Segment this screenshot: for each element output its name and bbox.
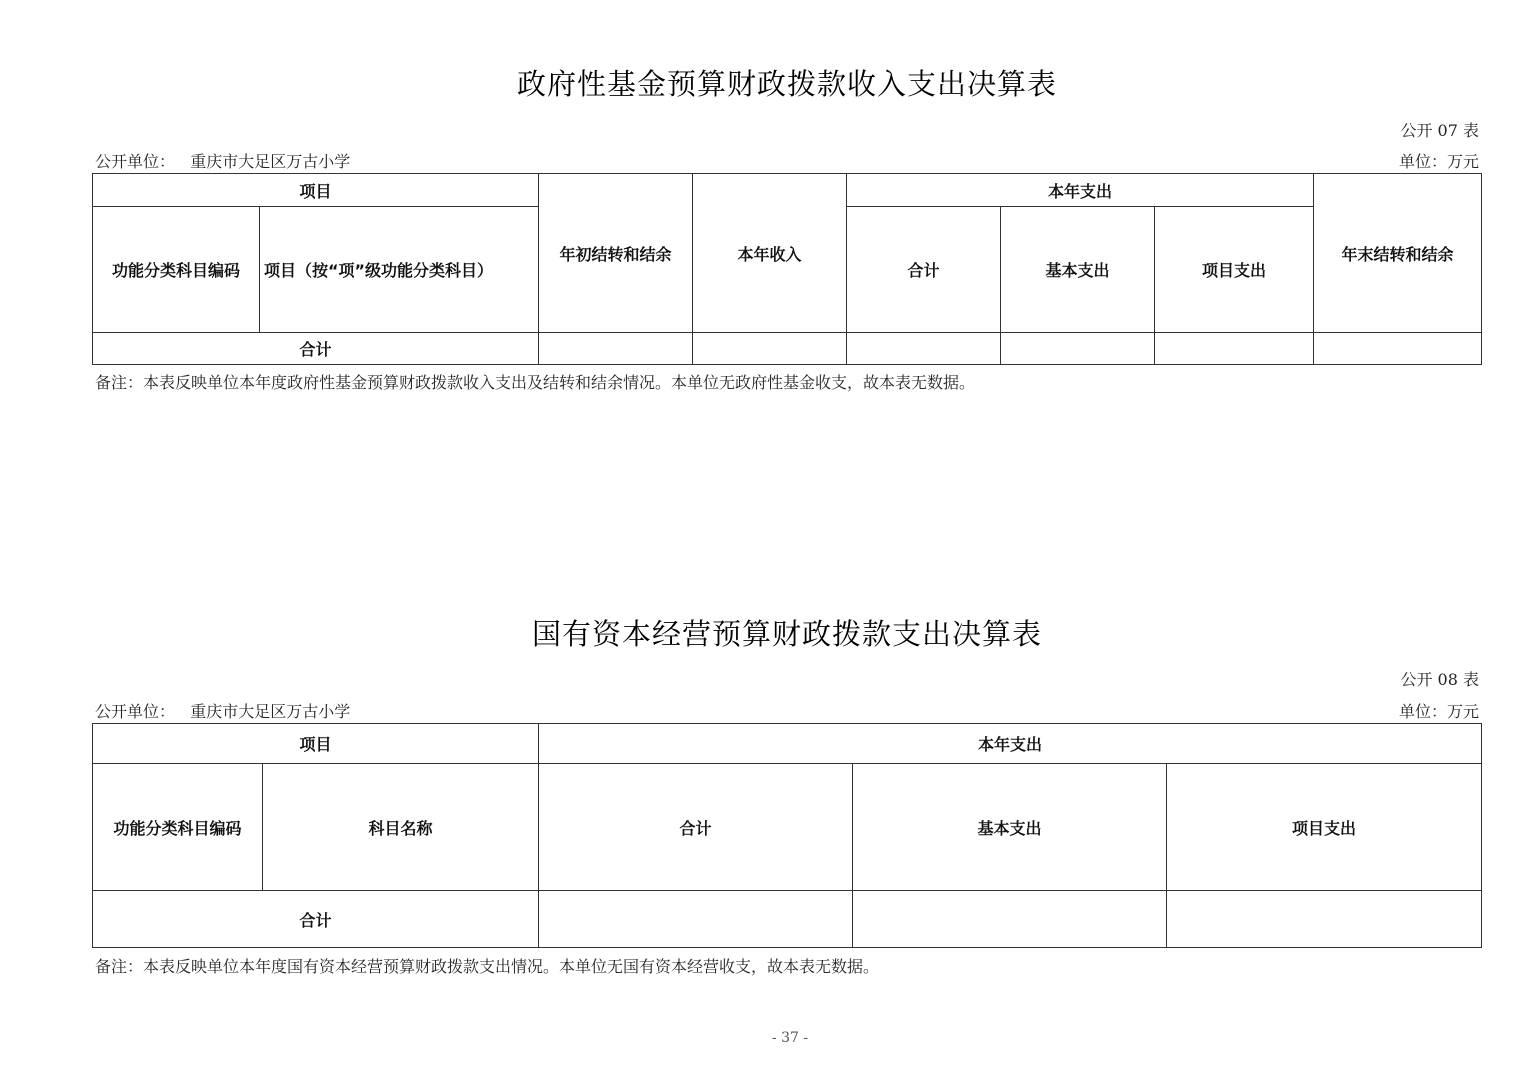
table1-title: 政府性基金预算财政拨款收入支出决算表: [516, 67, 1057, 101]
t2-total-total: [539, 891, 853, 948]
table2-unit: [95, 699, 350, 722]
table2-currency: 单位：万元: [1398, 702, 1479, 721]
table1-number: 公开 07 表: [1400, 121, 1479, 140]
table1-currency: 单位：万元: [1398, 152, 1479, 171]
table2-unit-prefix: 公开单位：: [95, 702, 176, 721]
t2-total-project-exp: [1167, 891, 1482, 948]
table-row: [93, 333, 1482, 365]
t1-total-label: 合计: [93, 333, 539, 365]
table2: [92, 723, 1482, 948]
t1-header-end-balance: 年末结转和结余: [1314, 174, 1482, 333]
table1-unit-prefix: 公开单位：: [95, 152, 176, 171]
t1-header-begin-balance: 年初结转和结余: [539, 174, 693, 333]
t1-total-total: [847, 333, 1001, 365]
table1-unit-name: 重庆市大足区万古小学: [190, 152, 351, 171]
t1-header-project-exp: 项目支出: [1155, 207, 1314, 333]
t2-total-label: 合计: [93, 891, 539, 948]
t2-header-name: 科目名称: [263, 764, 539, 891]
table2-unit-name: 重庆市大足区万古小学: [190, 702, 351, 721]
t1-header-basic: 基本支出: [1001, 207, 1155, 333]
t1-total-income: [693, 333, 847, 365]
t2-header-expense: 本年支出: [539, 724, 1482, 764]
t1-header-income: 本年收入: [693, 174, 847, 333]
table-row: [93, 891, 1482, 948]
table1-unit: [95, 149, 350, 172]
t1-header-code: 功能分类科目编码: [93, 207, 260, 333]
table1-note: 备注：本表反映单位本年度政府性基金预算财政拨款收入支出及结转和结余情况。本单位无政府性基金收支，故本表无数据。: [95, 373, 976, 392]
t1-total-begin-balance: [539, 333, 693, 365]
t1-total-end-balance: [1314, 333, 1482, 365]
table2-note: 备注：本表反映单位本年度国有资本经营预算财政拨款支出情况。本单位无国有资本经营收支，故本表无数据。: [95, 957, 880, 976]
t2-header-basic: 基本支出: [853, 764, 1167, 891]
t2-total-basic: [853, 891, 1167, 948]
t1-total-project-exp: [1155, 333, 1314, 365]
t1-header-name: 项目（按“项”级功能分类科目）: [260, 207, 539, 333]
page-number: - 37 -: [771, 1030, 809, 1046]
t2-header-total: 合计: [539, 764, 853, 891]
t1-total-basic: [1001, 333, 1155, 365]
table2-title: 国有资本经营预算财政拨款支出决算表: [531, 617, 1042, 651]
t2-header-project-exp: 项目支出: [1167, 764, 1482, 891]
t1-header-project: 项目: [93, 174, 539, 207]
t1-header-total: 合计: [847, 207, 1001, 333]
t2-header-project: 项目: [93, 724, 539, 764]
table2-number: 公开 08 表: [1400, 670, 1479, 689]
t2-header-code: 功能分类科目编码: [93, 764, 263, 891]
table1: [92, 173, 1482, 365]
t1-header-expense: 本年支出: [847, 174, 1314, 207]
